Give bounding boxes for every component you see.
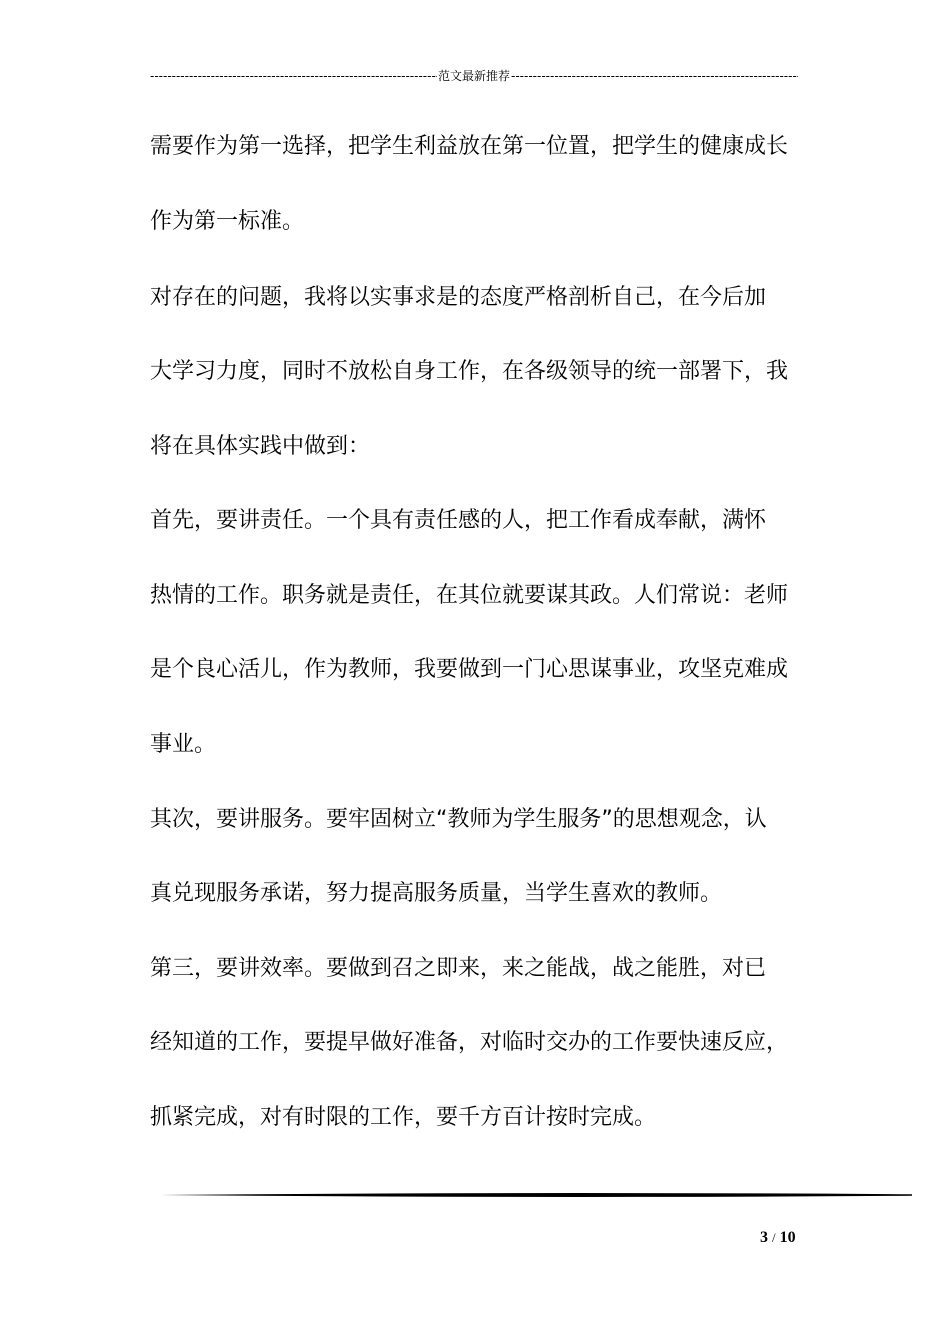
header-right-rule xyxy=(511,68,798,84)
text-line: 抓紧完成，对有时限的工作，要千方百计按时完成。 xyxy=(150,1105,657,1130)
text-line: 热情的工作。职务就是责任，在其位就要谋其政。人们常说：老师 xyxy=(150,583,789,608)
text-line: 第三，要讲效率。要做到召之即来，来之能战，战之能胜，对已 xyxy=(150,956,767,981)
text-line: 是个良心活儿，作为教师，我要做到一门心思谋事业，攻坚克难成 xyxy=(150,657,789,682)
page-header xyxy=(150,68,798,84)
text-line: 事业。 xyxy=(150,732,217,757)
footer-divider xyxy=(0,1185,950,1205)
text-line: 将在具体实践中做到： xyxy=(150,434,371,459)
current-page: 3 xyxy=(760,1229,768,1246)
text-line: 需要作为第一选择，把学生利益放在第一位置，把学生的健康成长 xyxy=(150,134,789,159)
text-line: 大学习力度，同时不放松自身工作，在各级领导的统一部署下，我 xyxy=(150,359,789,384)
header-left-rule xyxy=(150,68,437,84)
page-number xyxy=(760,1228,796,1248)
total-pages: 10 xyxy=(779,1229,796,1246)
text-line: 真兑现服务承诺，努力提高服务质量，当学生喜欢的教师。 xyxy=(150,881,723,906)
header-title: 范文最新推荐 xyxy=(438,69,511,83)
text-line: 首先，要讲责任。一个具有责任感的人，把工作看成奉献，满怀 xyxy=(150,508,767,533)
page-separator: / xyxy=(772,1230,776,1245)
text-line: 经知道的工作，要提早做好准备，对临时交办的工作要快速反应， xyxy=(150,1030,789,1055)
text-line: 作为第一标准。 xyxy=(150,209,305,234)
text-line: 其次，要讲服务。要牢固树立“教师为学生服务”的思想观念，认 xyxy=(150,807,767,832)
text-line: 对存在的问题，我将以实事求是的态度严格剖析自己，在今后加 xyxy=(150,285,767,310)
